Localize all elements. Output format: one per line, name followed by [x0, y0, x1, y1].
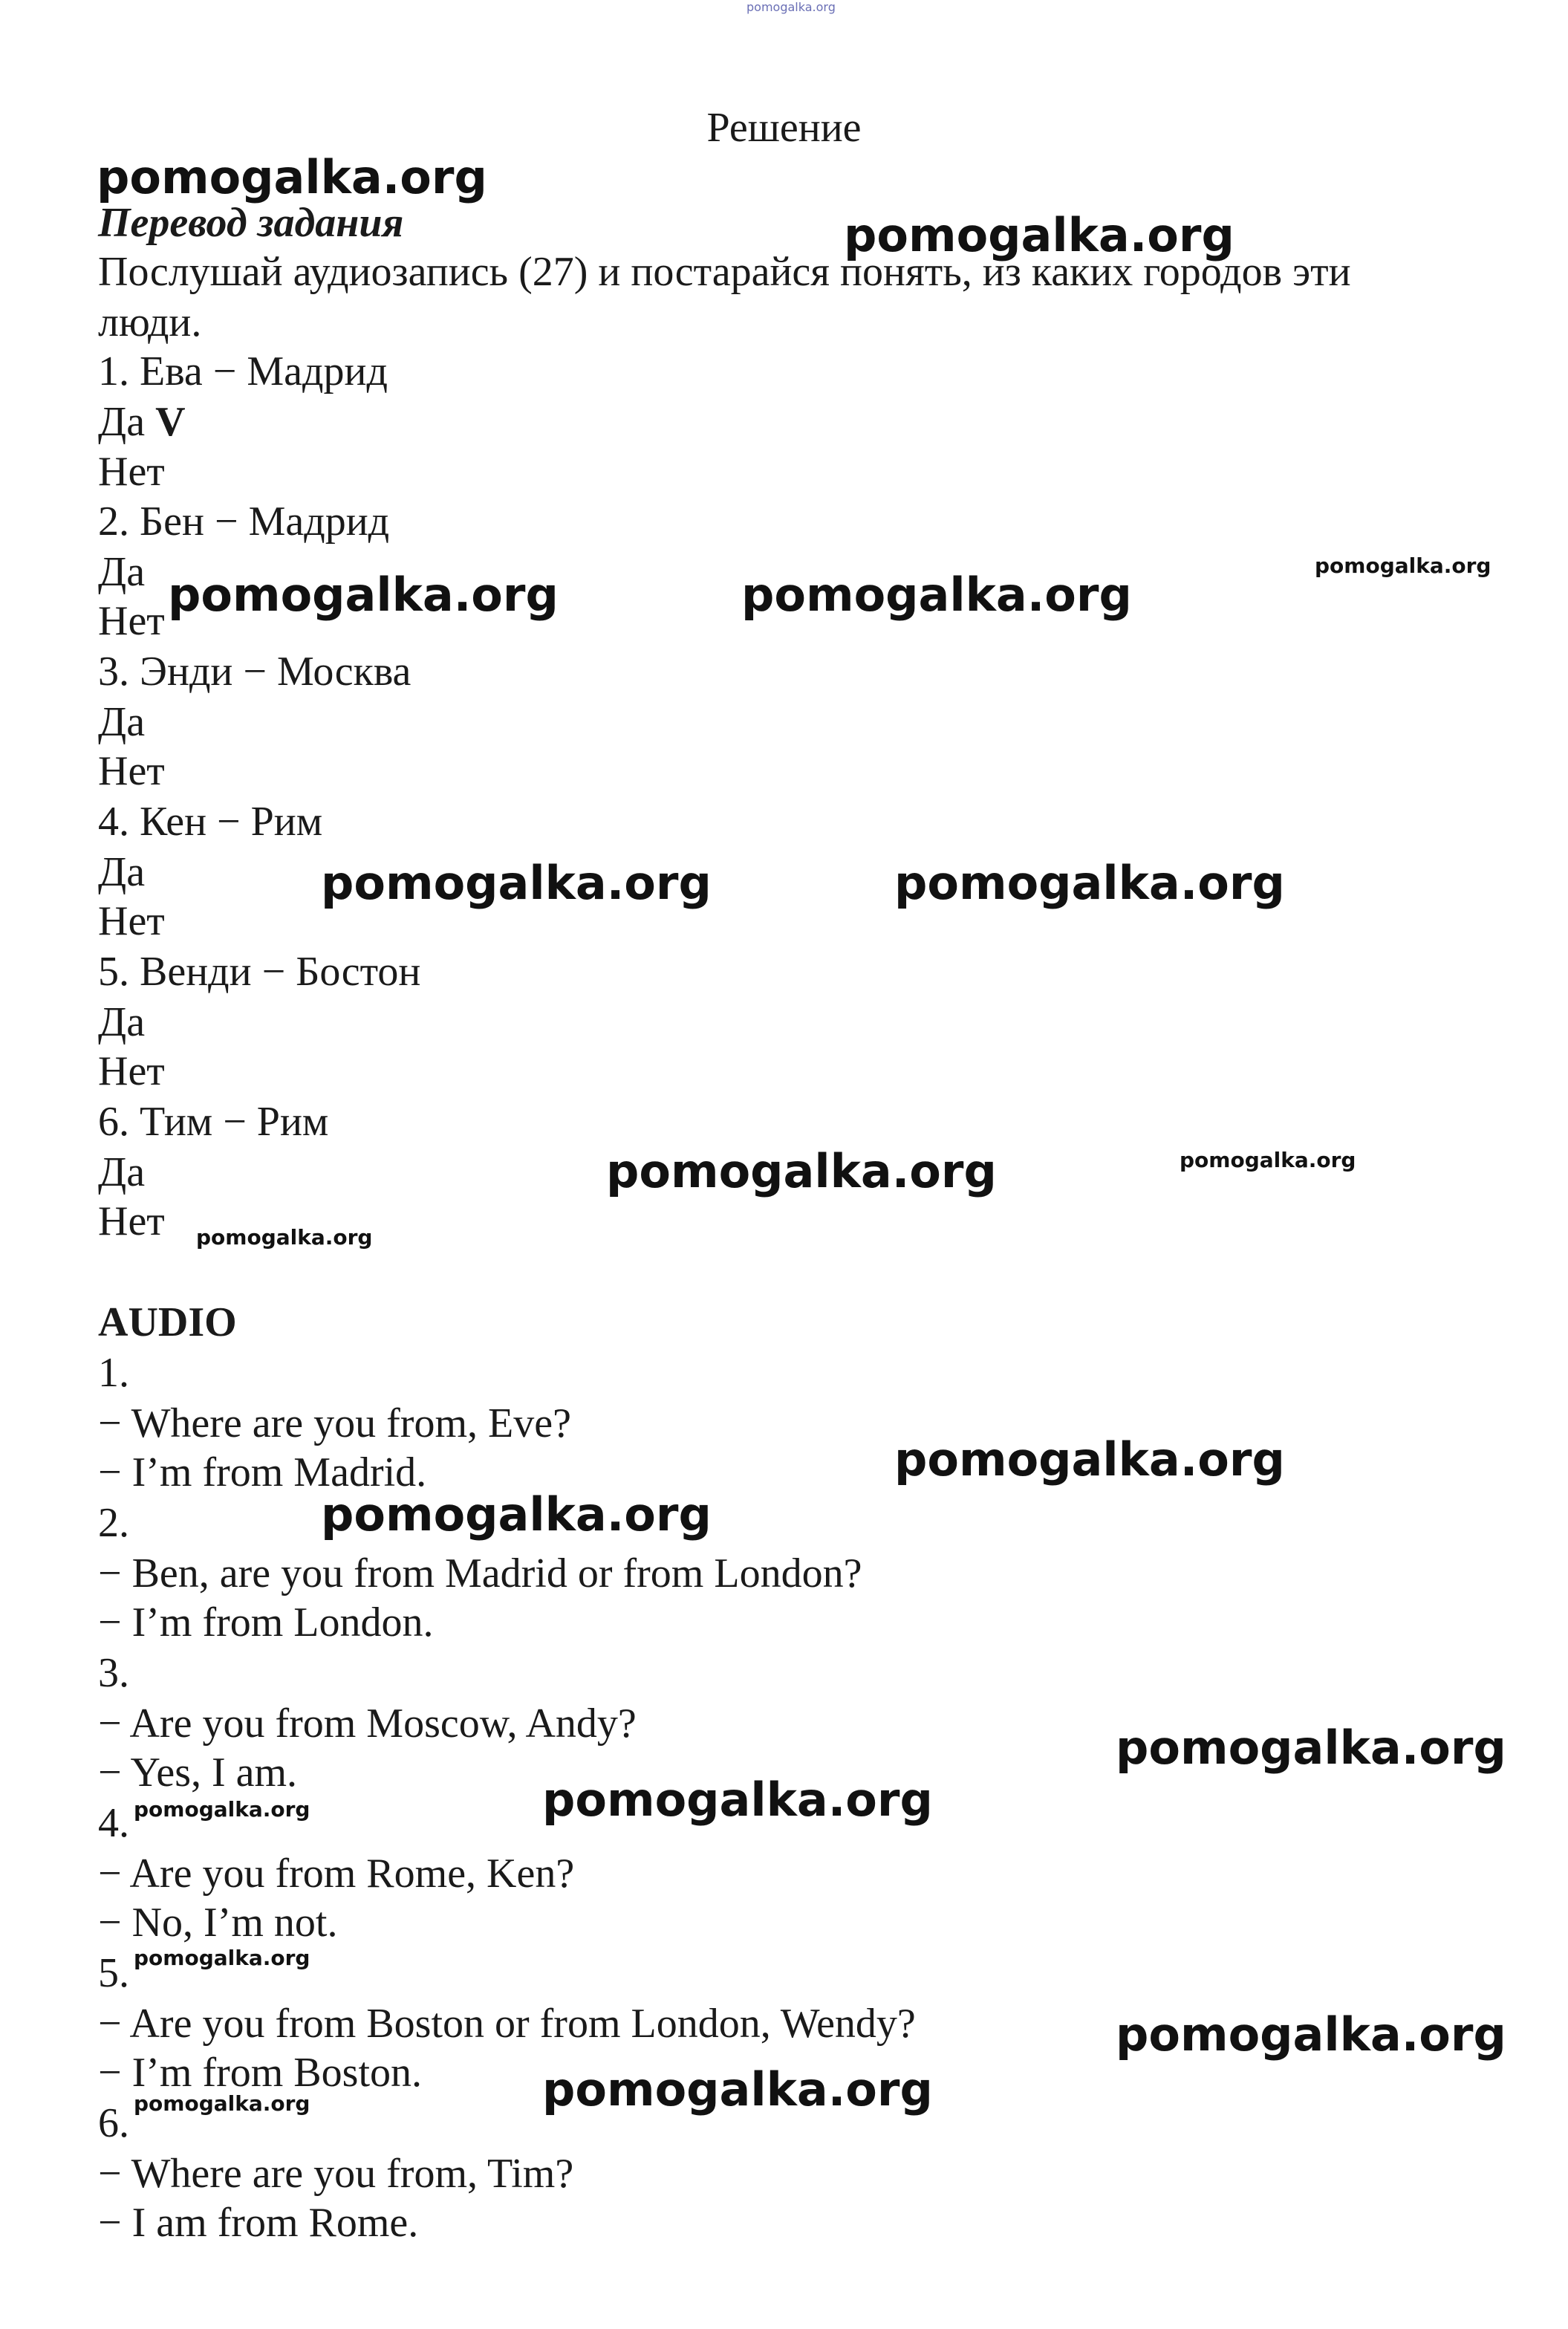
audio-3-line-1: − Are you from Moscow, Andy? [98, 1701, 637, 1747]
audio-4-line-1: − Are you from Rome, Ken? [98, 1851, 575, 1897]
item-1: 1. Ева − Мадрид [98, 348, 388, 394]
audio-3-line-2: − Yes, I am. [98, 1750, 298, 1796]
audio-1-line-2: − I’m from Madrid. [98, 1449, 427, 1495]
item-3: 3. Энди − Москва [98, 649, 411, 695]
item-2-yes: Да [98, 549, 146, 595]
translation-heading: Перевод задания [98, 200, 404, 246]
watermark: pomogalka.org [741, 568, 1132, 622]
audio-number-2: 2. [98, 1500, 129, 1546]
watermark: pomogalka.org [321, 1487, 712, 1542]
audio-2-line-1: − Ben, are you from Madrid or from London? [98, 1550, 862, 1596]
item-6-no: Нет [98, 1198, 165, 1244]
item-4: 4. Кен − Рим [98, 799, 323, 845]
audio-number-5: 5. [98, 1950, 129, 1996]
watermark: pomogalka.org [1315, 553, 1491, 578]
header-watermark: pomogalka.org [746, 0, 836, 14]
watermark: pomogalka.org [196, 1225, 373, 1250]
watermark: pomogalka.org [894, 1432, 1285, 1487]
instruction-line-1: Послушай аудиозапись (27) и постарайся понять, из каких городов эти [98, 249, 1351, 295]
instruction-line-2: люди. [98, 299, 202, 345]
audio-number-1: 1. [98, 1350, 129, 1396]
item-1-no: Нет [98, 449, 165, 495]
item-6-yes: Да [98, 1149, 146, 1195]
audio-number-6: 6. [98, 2100, 129, 2146]
audio-1-line-1: − Where are you from, Eve? [98, 1400, 571, 1446]
item-5: 5. Венди − Бостон [98, 949, 421, 995]
item-1-yes [98, 401, 186, 443]
watermark: pomogalka.org [1180, 1148, 1356, 1172]
item-2-no: Нет [98, 598, 165, 644]
item-3-no: Нет [98, 748, 165, 794]
item-6: 6. Тим − Рим [98, 1099, 329, 1145]
audio-number-3: 3. [98, 1650, 129, 1696]
watermark: pomogalka.org [1116, 1721, 1506, 1775]
yes-label: Да [98, 399, 146, 445]
watermark: pomogalka.org [1116, 2007, 1506, 2062]
audio-6-line-1: − Where are you from, Tim? [98, 2151, 574, 2197]
audio-heading: AUDIO [98, 1299, 237, 1345]
item-5-no: Нет [98, 1048, 165, 1094]
page-title: Решение [706, 105, 862, 151]
watermark: pomogalka.org [134, 1946, 310, 1970]
audio-4-line-2: − No, I’m not. [98, 1900, 338, 1946]
watermark: pomogalka.org [606, 1144, 997, 1198]
watermark: pomogalka.org [168, 568, 559, 622]
item-5-yes: Да [98, 999, 146, 1045]
audio-2-line-2: − I’m from London. [98, 1599, 434, 1646]
watermark: pomogalka.org [542, 2062, 933, 2117]
watermark: pomogalka.org [134, 1797, 310, 1822]
item-3-yes: Да [98, 699, 146, 745]
watermark: pomogalka.org [134, 2091, 310, 2116]
audio-6-line-2: − I am from Rome. [98, 2200, 419, 2246]
site-logo-text: pomogalka.org [97, 150, 487, 204]
item-4-no: Нет [98, 898, 165, 944]
watermark: pomogalka.org [894, 856, 1285, 910]
watermark: pomogalka.org [321, 856, 712, 910]
watermark: pomogalka.org [542, 1773, 933, 1827]
audio-number-4: 4. [98, 1800, 129, 1846]
watermark: pomogalka.org [844, 208, 1234, 262]
audio-5-line-2: − I’m from Boston. [98, 2050, 422, 2096]
check-mark: V [155, 399, 186, 445]
item-4-yes: Да [98, 849, 146, 895]
item-2: 2. Бен − Мадрид [98, 498, 390, 545]
audio-5-line-1: − Are you from Boston or from London, Wendy? [98, 2001, 916, 2047]
